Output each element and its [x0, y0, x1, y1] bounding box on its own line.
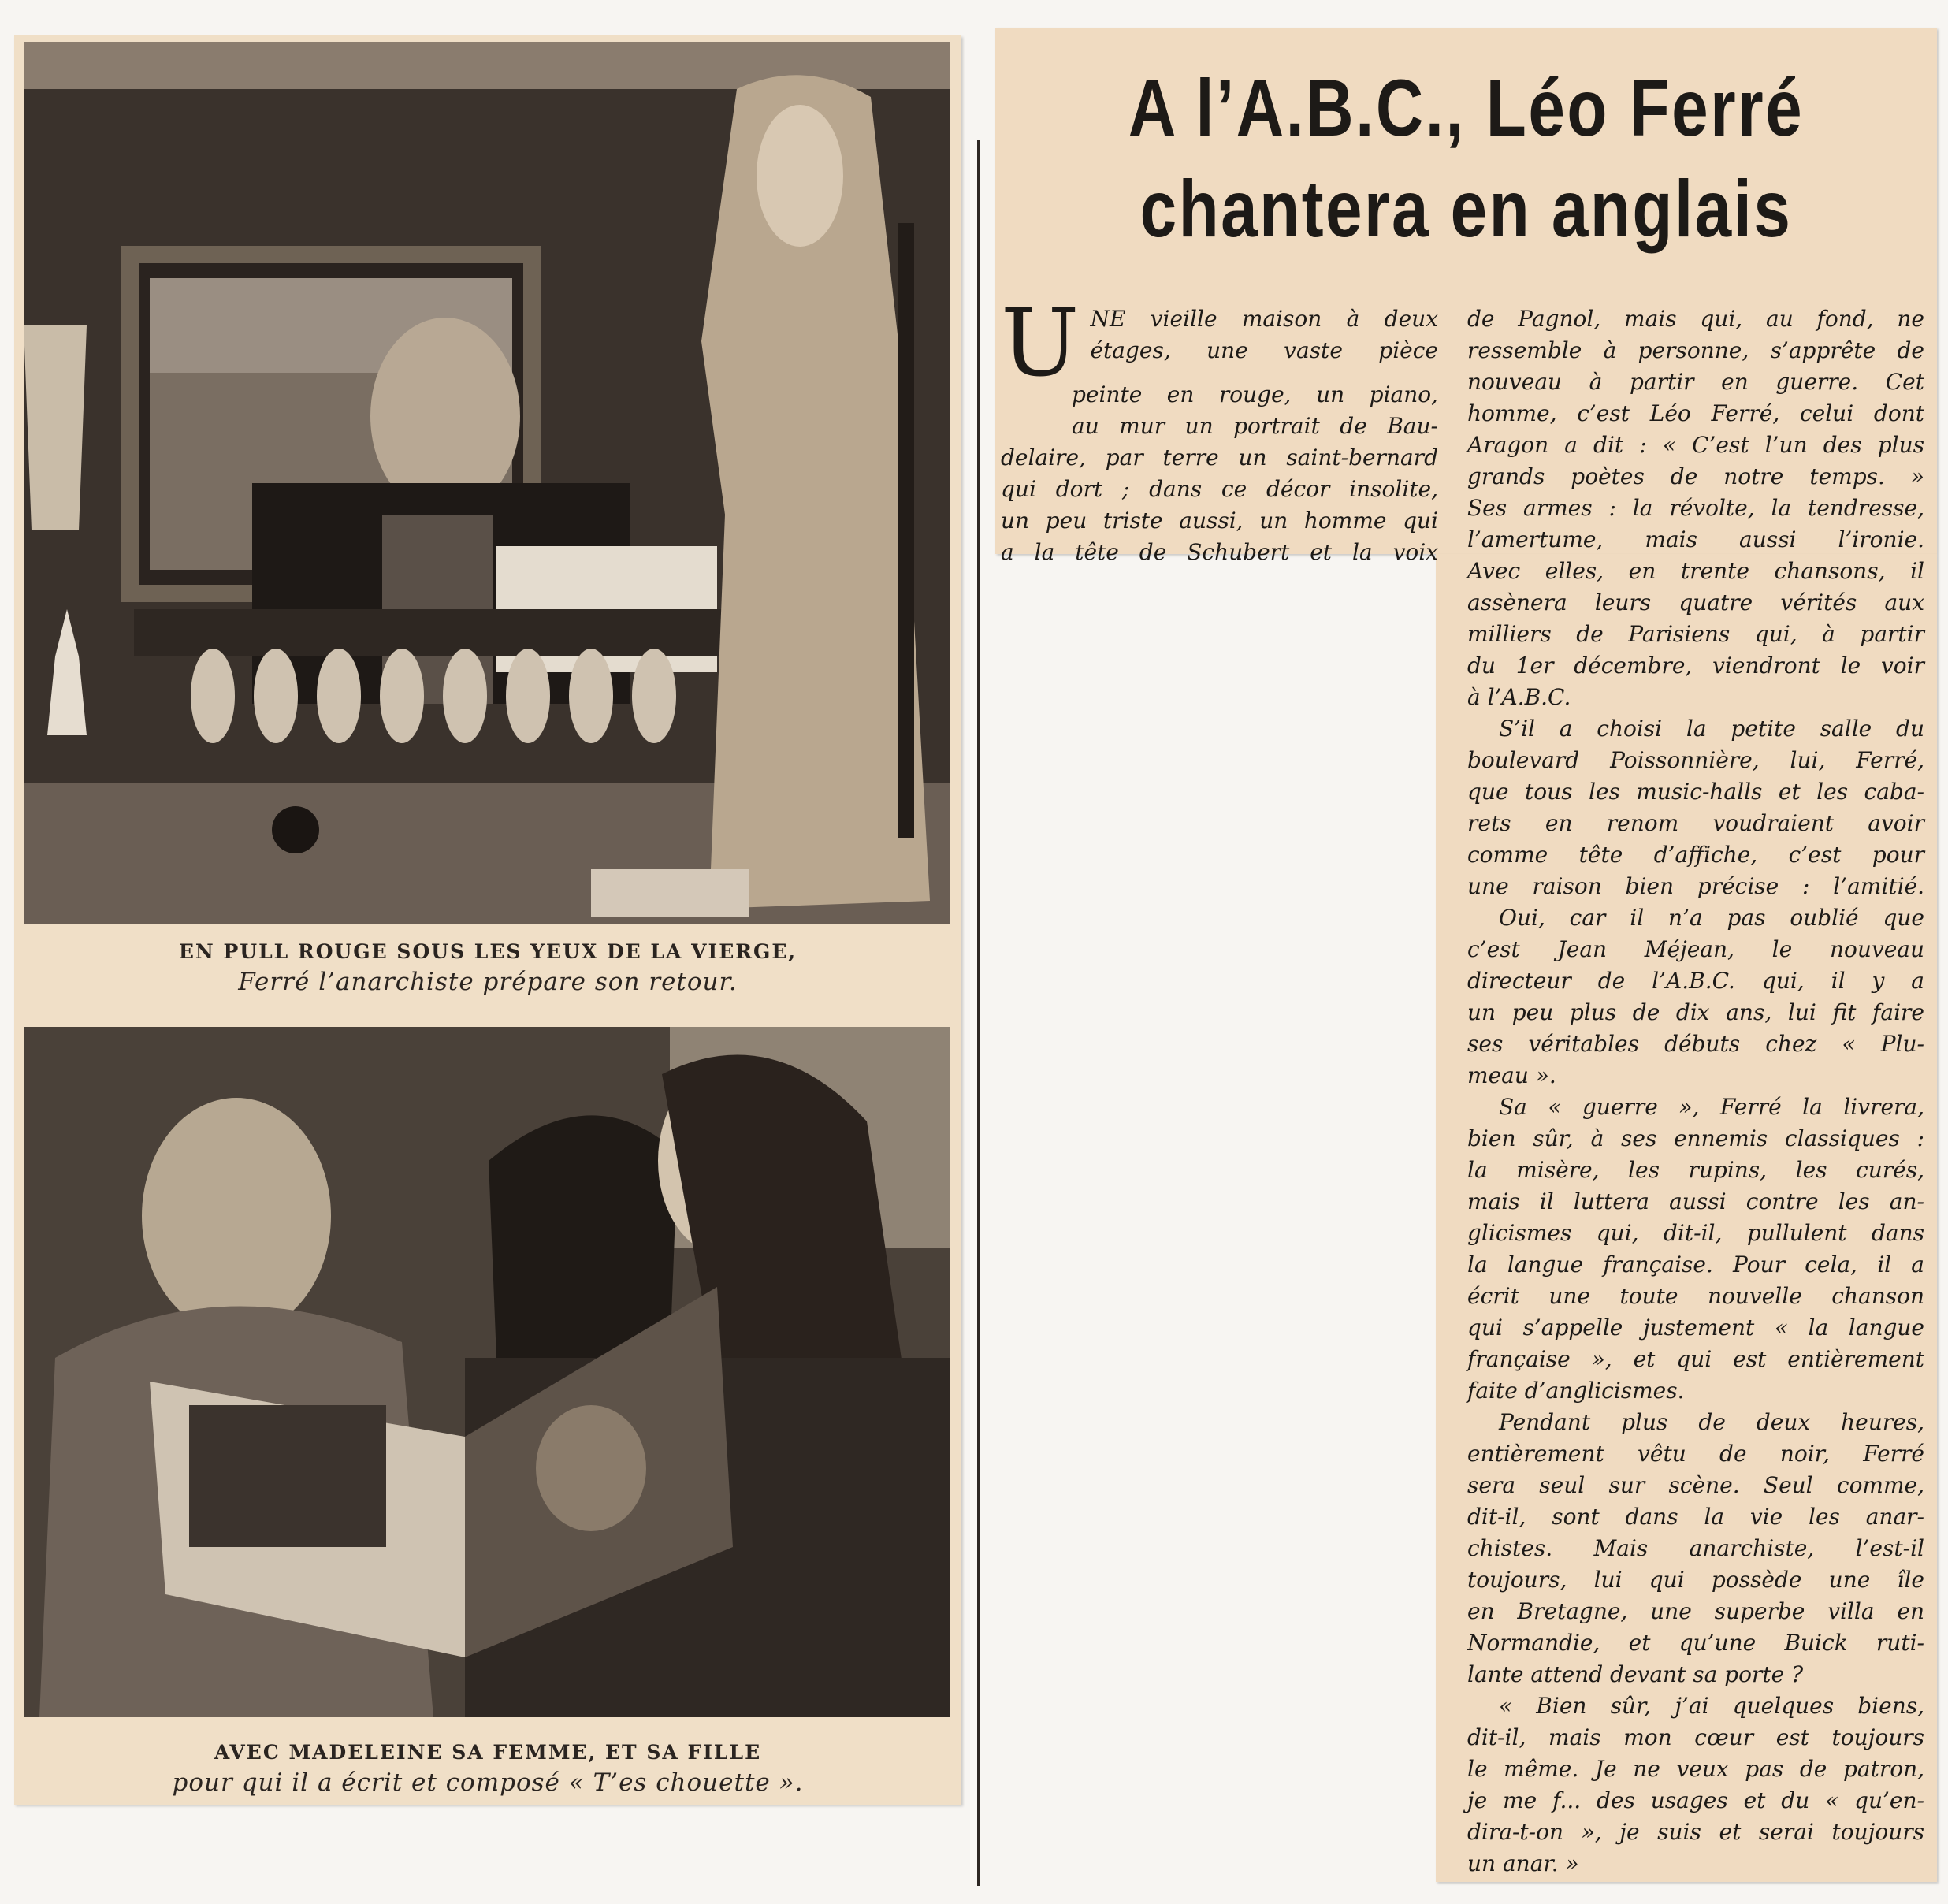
text-line: française », et qui est entièrement [1467, 1346, 1924, 1372]
photo-caption-top [14, 940, 961, 996]
text-line: faite d’anglicismes. [1467, 1378, 1685, 1404]
text-line: dit-il, mais mon cœur est toujours [1467, 1724, 1924, 1750]
headline [1080, 58, 1853, 259]
text-line: qui s’appelle justement « la langue [1467, 1315, 1924, 1341]
text-line: Ses armes : la révolte, la tendresse, [1467, 495, 1924, 521]
text-line: au mur un portrait de Bau- [1072, 413, 1438, 439]
text-line: chistes. Mais anarchiste, l’est-il [1467, 1535, 1924, 1561]
text-line: entièrement vêtu de noir, Ferré [1467, 1441, 1924, 1467]
text-line: Oui, car il n’a pas oublié que [1499, 905, 1924, 931]
text-line: Sa « guerre », Ferré la livrera, [1499, 1094, 1924, 1120]
text-line: en Bretagne, une superbe villa en [1467, 1598, 1924, 1624]
text-line: écrit une toute nouvelle chanson [1467, 1283, 1924, 1309]
text-line: assènera leurs quatre vérités aux [1467, 589, 1924, 615]
text-line: milliers de Parisiens qui, à partir [1467, 621, 1924, 647]
text-line: un peu plus de dix ans, lui fit faire [1467, 999, 1924, 1025]
text-line: c’est Jean Méjean, le nouveau [1467, 936, 1924, 962]
drop-cap: U [1001, 288, 1080, 397]
text-line: rets en renom voudraient avoir [1467, 810, 1924, 836]
text-line: l’amertume, mais aussi l’ironie. [1467, 526, 1924, 552]
text-line: ses véritables débuts chez « Plu- [1467, 1031, 1924, 1057]
text-line: Aragon a dit : « C’est l’un des plus [1467, 432, 1924, 458]
text-line: toujours, lui qui possède une île [1467, 1567, 1924, 1593]
caption-top-line2: Ferré l’anarchiste prépare son retour. [238, 968, 738, 996]
text-line: le même. Je ne veux pas de patron, [1467, 1756, 1924, 1782]
text-line: Pendant plus de deux heures, [1499, 1409, 1924, 1435]
text-line: glicismes qui, dit-il, pullulent dans [1467, 1220, 1924, 1246]
text-line: comme tête d’affiche, c’est pour [1467, 842, 1924, 868]
article-column-1 [1001, 288, 1438, 568]
photo-ferre-family [24, 1027, 950, 1717]
text-line: qui dort ; dans ce décor insolite, [1001, 476, 1438, 502]
text-line: que tous les music-halls et les caba- [1467, 779, 1924, 805]
article-column-2 [1467, 303, 1924, 1880]
text-line: NE vieille maison à deux [1090, 306, 1438, 332]
text-line: peinte en rouge, un piano, [1072, 381, 1438, 407]
text-line: une raison bien précise : l’amitié. [1467, 873, 1924, 899]
caption-top-line1: EN PULL ROUGE SOUS LES YEUX DE LA VIERGE, [178, 940, 797, 963]
text-line: du 1er décembre, viendront le voir [1467, 653, 1924, 679]
text-line: dira-t-on », je suis et serai toujours [1467, 1819, 1924, 1845]
text-line: S’il a choisi la petite salle du [1499, 716, 1924, 742]
text-line: la misère, les rupins, les curés, [1467, 1157, 1924, 1183]
text-line: étages, une vaste pièce [1090, 337, 1438, 363]
text-line: bien sûr, à ses ennemis classiques : [1467, 1125, 1924, 1151]
text-line: de Pagnol, mais qui, au fond, ne [1467, 306, 1924, 332]
text-line: lante attend devant sa porte ? [1467, 1661, 1804, 1687]
text-line: grands poètes de notre temps. » [1467, 463, 1924, 489]
text-line: meau ». [1467, 1062, 1556, 1088]
text-line: sera seul sur scène. Seul comme, [1467, 1472, 1924, 1498]
headline-line2: chantera en anglais [1139, 164, 1793, 254]
text-line: delaire, par terre un saint-bernard [1001, 444, 1438, 470]
text-line: ressemble à personne, s’apprête de [1467, 337, 1924, 363]
photo-caption-bottom [14, 1741, 961, 1797]
caption-bottom-line1: AVEC MADELEINE SA FEMME, ET SA FILLE [214, 1741, 762, 1764]
text-line: la langue française. Pour cela, il a [1467, 1251, 1924, 1277]
text-line: nouveau à partir en guerre. Cet [1467, 369, 1924, 395]
text-line: directeur de l’A.B.C. qui, il y a [1467, 968, 1924, 994]
text-line: à l’A.B.C. [1467, 684, 1571, 710]
text-line: un peu triste aussi, un homme qui [1001, 508, 1438, 534]
column-rule [977, 140, 980, 1886]
photo-ferre-at-piano [24, 42, 950, 924]
text-line: un anar. » [1467, 1850, 1579, 1876]
text-line: je me f... des usages et du « qu’en- [1467, 1787, 1924, 1813]
text-line: homme, c’est Léo Ferré, celui dont [1467, 400, 1924, 426]
text-line: mais il luttera aussi contre les an- [1467, 1188, 1924, 1214]
text-line: « Bien sûr, j’ai quelques biens, [1499, 1693, 1924, 1719]
text-line: boulevard Poissonnière, lui, Ferré, [1467, 747, 1924, 773]
caption-bottom-line2: pour qui il a écrit et composé « T’es chouette ». [172, 1768, 804, 1797]
headline-line1: A l’A.B.C., Léo Ferré [1128, 63, 1805, 153]
text-line: Avec elles, en trente chansons, il [1467, 558, 1924, 584]
text-line: dit-il, sont dans la vie les anar- [1467, 1504, 1924, 1530]
text-line: a la tête de Schubert et la voix [1001, 539, 1438, 565]
text-line: Normandie, et qu’une Buick ruti- [1467, 1630, 1924, 1656]
photo-clipping [14, 35, 961, 1805]
